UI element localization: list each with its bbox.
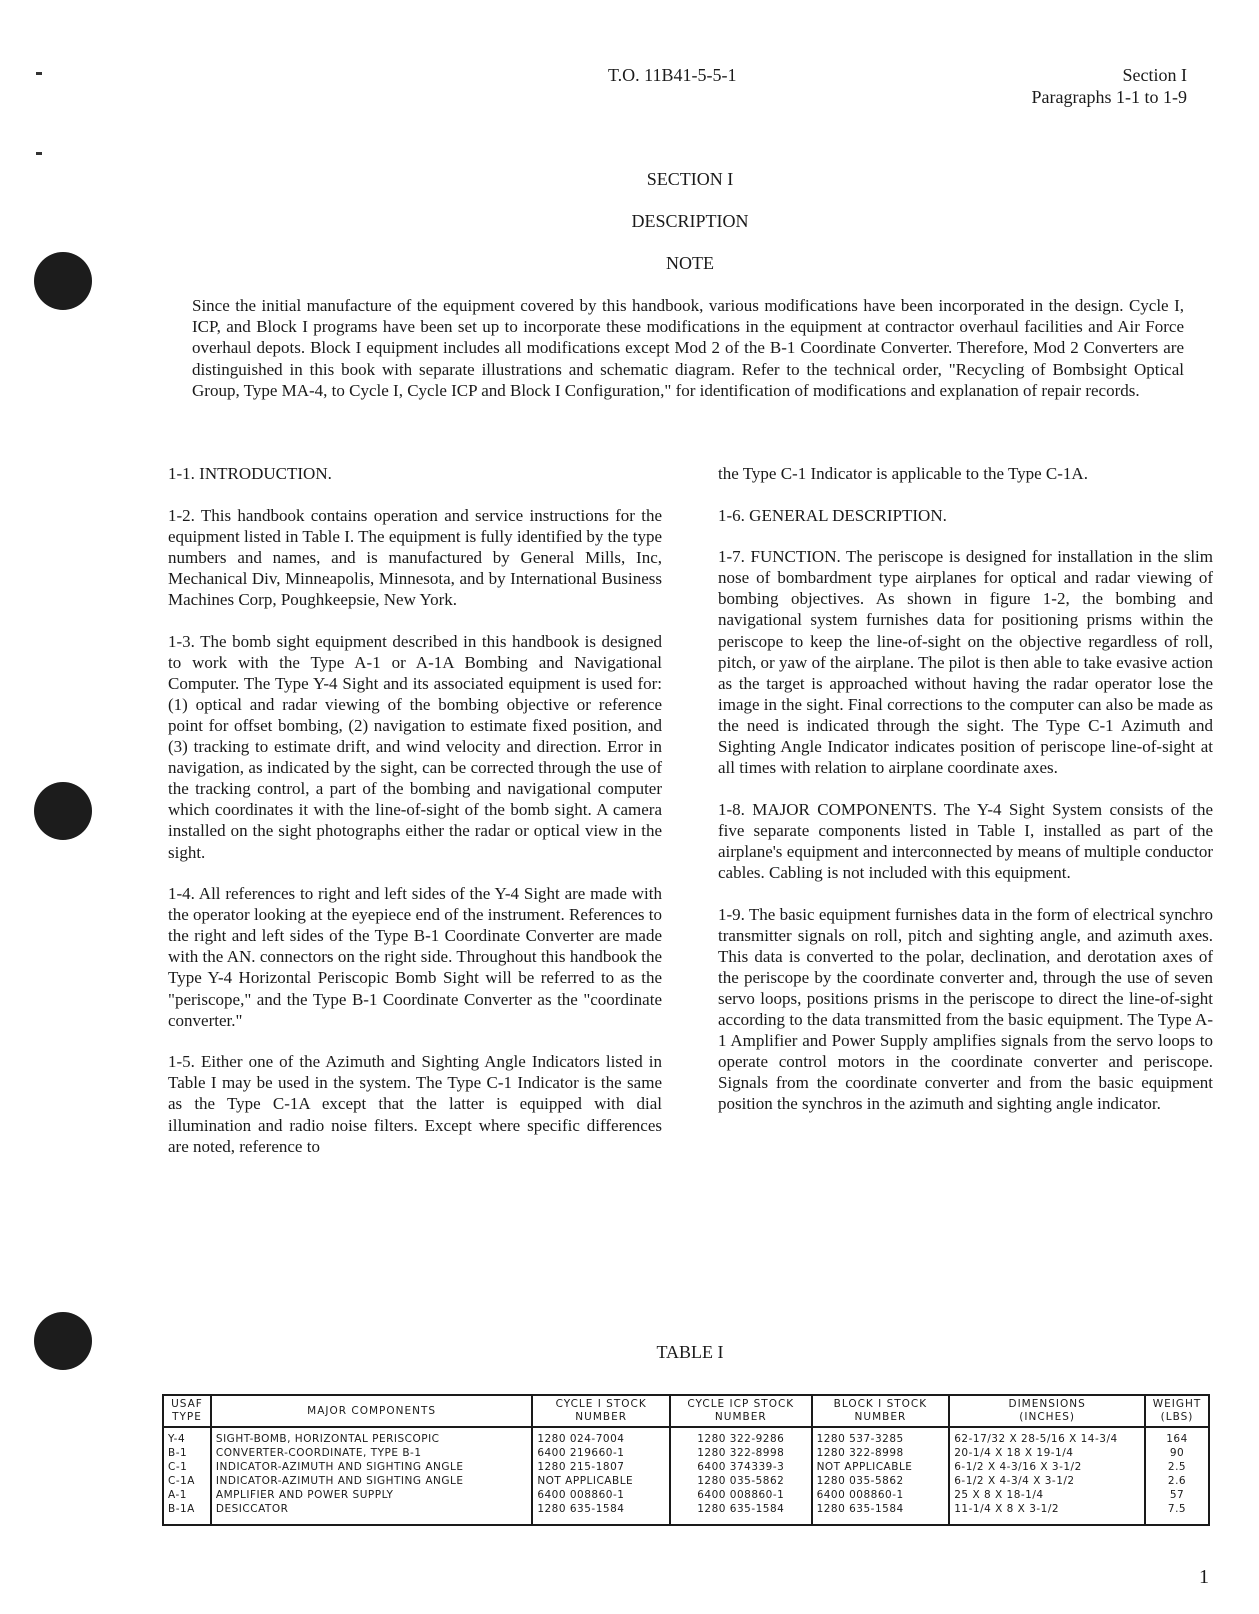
table-cell: INDICATOR-AZIMUTH AND SIGHTING ANGLE — [211, 1460, 532, 1474]
table-cell: Y-4 — [163, 1427, 211, 1446]
section-subtitle: DESCRIPTION — [631, 211, 749, 231]
table-cell: NOT APPLICABLE — [812, 1460, 950, 1474]
table-header: BLOCK I STOCK NUMBER — [812, 1395, 950, 1427]
note-heading: NOTE — [666, 253, 714, 273]
paragraph: 1-4. All references to right and left sides of the Y-4 Sight are made with the operator looking at the eyepiece end of the instrument. References to the right and left sides of the Type B-1 Coordinate Converter are made with the AN. connectors on the right side. Throughout this handbook the Type Y-4 Horizontal Periscopic Bomb Sight will be referred to as the "periscope," and the Type B-1 Coordinate Converter as the "coordinate converter." — [168, 884, 662, 1030]
table-title: TABLE I — [656, 1342, 724, 1362]
table-cell: 1280 635-1584 — [812, 1502, 950, 1525]
table-cell: 6400 008860-1 — [670, 1488, 812, 1502]
table-cell: 6400 374339-3 — [670, 1460, 812, 1474]
paragraph: 1-5. Either one of the Azimuth and Sighting Angle Indicators listed in Table I may be used in the system. The Type C-1 Indicator is the same as the Type C-1A except that the latter is equipped with dial illumination and radio noise filters. Except where specific differences are noted, reference to — [168, 1052, 662, 1156]
table-cell: 6400 219660-1 — [532, 1446, 670, 1460]
table-cell: 62-17/32 X 28-5/16 X 14-3/4 — [949, 1427, 1145, 1446]
paragraph: 1-8. MAJOR COMPONENTS. The Y-4 Sight System consists of the five separate components listed in Table I, installed as part of the airplane's equipment and interconnected by means of multiple conductor cables. Cabling is not included with this equipment. — [718, 799, 1213, 882]
paragraph: the Type C-1 Indicator is applicable to the Type C-1A. — [718, 464, 1088, 483]
table-cell: 7.5 — [1145, 1502, 1209, 1525]
table-row — [163, 1502, 1209, 1525]
table-cell: DESICCATOR — [211, 1502, 532, 1525]
table-cell: SIGHT-BOMB, HORIZONTAL PERISCOPIC — [211, 1427, 532, 1446]
table-header: USAF TYPE — [163, 1395, 211, 1427]
table-cell: 1280 322-9286 — [670, 1427, 812, 1446]
table-cell: 1280 635-1584 — [532, 1502, 670, 1525]
table-cell: 1280 215-1807 — [532, 1460, 670, 1474]
table-cell: 11-1/4 X 8 X 3-1/2 — [949, 1502, 1145, 1525]
table-cell: 6-1/2 X 4-3/16 X 3-1/2 — [949, 1460, 1145, 1474]
right-column — [718, 463, 1213, 1135]
table-row — [163, 1446, 1209, 1460]
paragraph: 1-1. INTRODUCTION. — [168, 464, 332, 483]
table-cell: 6400 008860-1 — [812, 1488, 950, 1502]
to-number: T.O. 11B41-5-5-1 — [608, 65, 737, 85]
left-column — [168, 463, 662, 1177]
paragraph: 1-3. The bomb sight equipment described in this handbook is designed to work with the Type A-1 or A-1A Bombing and Navigational Computer. The Type Y-4 Sight and its associated equipment is used for: (1) optical and radar viewing of the bombing objective or reference point for offset bombing, (2) navigation to estimate fixed position, and (3) tracking to estimate drift, and wind velocity and direction. Error in navigation, as indicated by the sight, can be corrected through the use of the tracking control, a part of the bombing and navigational computer which coordinates it with the line-of-sight of the bomb sight. A camera installed on the sight photographs either the radar or optical view in the sight. — [168, 631, 662, 862]
margin-mark — [36, 152, 42, 155]
table-cell: 1280 635-1584 — [670, 1502, 812, 1525]
section-title: SECTION I — [646, 169, 734, 189]
table-cell: AMPLIFIER AND POWER SUPPLY — [211, 1488, 532, 1502]
table-header: WEIGHT (LBS) — [1145, 1395, 1209, 1427]
table-cell: B-1A — [163, 1502, 211, 1525]
table-cell: 1280 537-3285 — [812, 1427, 950, 1446]
table-cell: 6-1/2 X 4-3/4 X 3-1/2 — [949, 1474, 1145, 1488]
page-number: 1 — [1199, 1566, 1209, 1588]
table-header-row — [163, 1395, 1209, 1427]
header-right — [1032, 64, 1187, 108]
paragraphs-label: Paragraphs 1-1 to 1-9 — [1031, 87, 1187, 107]
table-header: MAJOR COMPONENTS — [211, 1395, 532, 1427]
table-row — [163, 1427, 1209, 1446]
components-table — [162, 1394, 1210, 1526]
table-cell: 1280 322-8998 — [670, 1446, 812, 1460]
table-cell: 1280 322-8998 — [812, 1446, 950, 1460]
table-cell: NOT APPLICABLE — [532, 1474, 670, 1488]
table-cell: 1280 035-5862 — [812, 1474, 950, 1488]
section-label: Section I — [1122, 65, 1187, 85]
table-cell: INDICATOR-AZIMUTH AND SIGHTING ANGLE — [211, 1474, 532, 1488]
table-cell: A-1 — [163, 1488, 211, 1502]
paragraph: 1-2. This handbook contains operation and service instructions for the equipment listed in Table I. The equipment is fully identified by the type numbers and names, and is manufactured by General Mills, Inc, Mechanical Div, Minneapolis, Minnesota, and by International Business Machines Corp, Poughkeepsie, New York. — [168, 505, 662, 609]
table-cell: 2.6 — [1145, 1474, 1209, 1488]
table-cell: 1280 035-5862 — [670, 1474, 812, 1488]
table-row — [163, 1488, 1209, 1502]
table-header: DIMENSIONS (INCHES) — [949, 1395, 1145, 1427]
table-cell: 90 — [1145, 1446, 1209, 1460]
binder-hole — [34, 782, 92, 840]
table-row — [163, 1460, 1209, 1474]
table-cell: C-1 — [163, 1460, 211, 1474]
table-cell: 57 — [1145, 1488, 1209, 1502]
table-cell: 2.5 — [1145, 1460, 1209, 1474]
table-header: CYCLE I STOCK NUMBER — [532, 1395, 670, 1427]
paragraph: 1-9. The basic equipment furnishes data in the form of electrical synchro transmitter signals on roll, pitch and sighting angle, and azimuth axes. This data is converted to the polar, declination, and derotation axes of the periscope by the coordinate converter and, through the use of seven servo loops, positions prisms in the periscope to direct the line-of-sight according to the data transmitted from the basic equipment. The Type A-1 Amplifier and Power Supply amplifies signals from the servo loops to operate control motors in the coordinate converter and periscope. Signals from the coordinate converter and from the basic equipment position the synchros in the azimuth and sighting angle indicator. — [718, 904, 1213, 1114]
paragraph: 1-7. FUNCTION. The periscope is designed for installation in the slim nose of bombardment type airplanes for optical and radar viewing of bombing objectives. As shown in figure 1-2, the bombing and navigational system furnishes data for positioning prisms within the periscope to keep the line-of-sight on the objective regardless of roll, pitch, or yaw of the airplane. The pilot is then able to take evasive action as the target is approached without having the radar operator lose the image in the sight. Final corrections to the computer can also be made as the need is indicated through the sight. The Type C-1 Azimuth and Sighting Angle Indicator indicates position of periscope line-of-sight at all times with relation to airplane coordinate axes. — [718, 547, 1213, 778]
table-cell: 6400 008860-1 — [532, 1488, 670, 1502]
table-cell: B-1 — [163, 1446, 211, 1460]
table-row — [163, 1474, 1209, 1488]
table-cell: CONVERTER-COORDINATE, TYPE B-1 — [211, 1446, 532, 1460]
table-cell: 164 — [1145, 1427, 1209, 1446]
table-cell: 20-1/4 X 18 X 19-1/4 — [949, 1446, 1145, 1460]
margin-mark — [36, 72, 42, 75]
table-cell: C-1A — [163, 1474, 211, 1488]
note-text: Since the initial manufacture of the equipment covered by this handbook, various modifications have been incorporated in the design. Cycle I, ICP, and Block I programs have been set up to incorporate these modifications in the equipment at contractor overhaul facilities and Air Force overhaul depots. Block I equipment includes all modifications except Mod 2 of the B-1 Coordinate Converter. Therefore, Mod 2 Converters are distinguished in this book with separate illustrations and schematic diagram. Refer to the technical order, "Recycling of Bombsight Optical Group, Type MA-4, to Cycle I, Cycle ICP and Block I Configuration," for identification of modifications and explanation of repair records. — [192, 296, 1184, 400]
table-header: CYCLE ICP STOCK NUMBER — [670, 1395, 812, 1427]
paragraph: 1-6. GENERAL DESCRIPTION. — [718, 505, 947, 525]
table-cell: 25 X 8 X 18-1/4 — [949, 1488, 1145, 1502]
table-cell: 1280 024-7004 — [532, 1427, 670, 1446]
